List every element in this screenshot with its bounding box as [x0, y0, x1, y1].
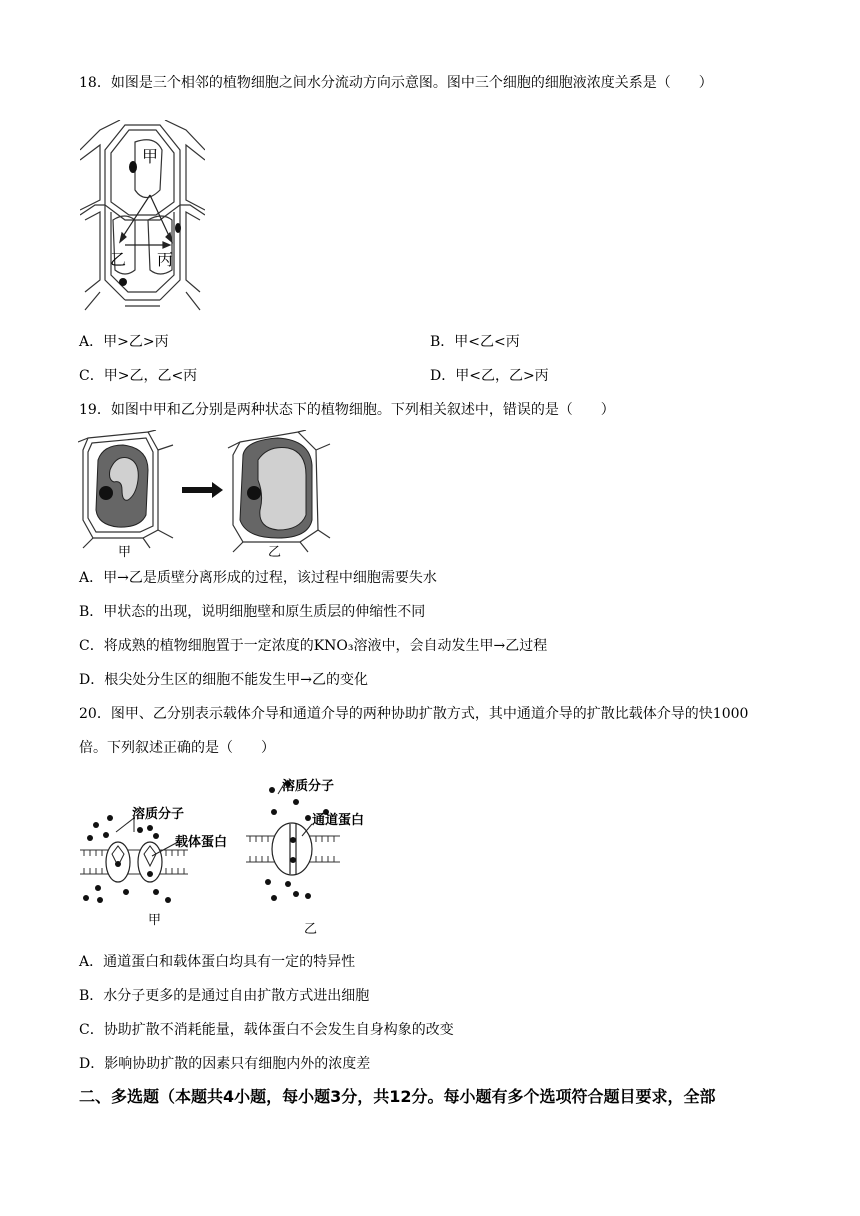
q20-option-d: D．影响协助扩散的因素只有细胞内外的浓度差 — [79, 1056, 371, 1072]
section2-heading: 二、多选题（本题共4小题，每小题3分，共12分。每小题有多个选项符合题目要求，全部 — [79, 1087, 716, 1106]
q20-solute-label-right: 溶质分子 — [282, 779, 335, 794]
q19-option-a: A．甲→乙是质壁分离形成的过程，该过程中细胞需要失水 — [79, 570, 437, 586]
q20-transport-diagram — [78, 770, 388, 940]
q18-option-c: C．甲>乙，乙<丙 — [79, 368, 198, 384]
q18-stem: 18．如图是三个相邻的植物细胞之间水分流动方向示意图。图中三个细胞的细胞液浓度关系是（ ） — [79, 75, 713, 91]
q19-option-c: C．将成熟的植物细胞置于一定浓度的KNO₃溶液中，会自动发生甲→乙过程 — [79, 638, 548, 654]
q20-option-b: B．水分子更多的是通过自由扩散方式进出细胞 — [79, 988, 370, 1004]
q18-option-d: D．甲<乙，乙>丙 — [430, 368, 549, 384]
q20-option-a: A．通道蛋白和载体蛋白均具有一定的特异性 — [79, 954, 356, 970]
q18-label-bing: 丙 — [157, 250, 174, 269]
q19-stem: 19．如图中甲和乙分别是两种状态下的植物细胞。下列相关叙述中，错误的是（ ） — [79, 402, 615, 418]
q18-option-b: B．甲<乙<丙 — [430, 334, 520, 350]
q20-carrier-label: 载体蛋白 — [175, 835, 228, 850]
q18-label-yi: 乙 — [110, 250, 127, 269]
q19-option-b: B．甲状态的出现，说明细胞壁和原生质层的伸缩性不同 — [79, 604, 426, 620]
q19-option-d: D．根尖处分生区的细胞不能发生甲→乙的变化 — [79, 672, 368, 688]
q19-label-jia: 甲 — [118, 545, 132, 560]
q20-solute-label-left: 溶质分子 — [132, 807, 185, 822]
q20-stem-line2: 倍。下列叙述正确的是（ ） — [79, 740, 275, 756]
q18-label-jia: 甲 — [142, 147, 159, 166]
q18-option-a: A．甲>乙>丙 — [79, 334, 169, 350]
q19-label-yi: 乙 — [268, 545, 282, 560]
q19-cell-diagram — [78, 430, 338, 560]
q20-label-yi: 乙 — [304, 922, 318, 937]
q18-cell-diagram — [80, 120, 205, 315]
q20-option-c: C．协助扩散不消耗能量，载体蛋白不会发生自身构象的改变 — [79, 1022, 454, 1038]
q20-channel-label: 通道蛋白 — [312, 813, 365, 828]
q20-stem-line1: 20．图甲、乙分别表示载体介导和通道介导的两种协助扩散方式，其中通道介导的扩散比载体介导的快1000 — [79, 706, 749, 722]
q20-label-jia: 甲 — [148, 913, 162, 928]
